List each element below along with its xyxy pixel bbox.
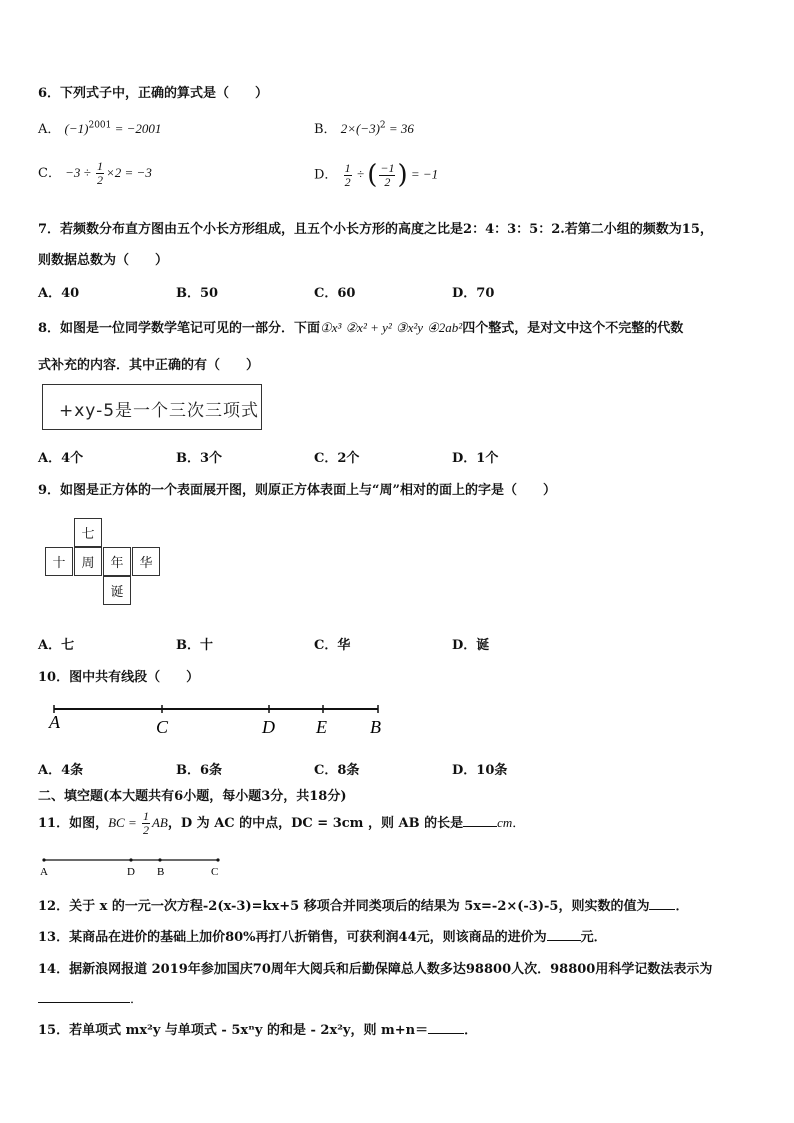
q6-option-b: B． $2\times(-3)^2 = 36$ xyxy=(314,120,414,137)
q15-text: 15．若单项式 mx²y 与单项式 - 5xⁿy 的和是 - 2x²y，则 m+n＝ ． xyxy=(38,1023,478,1038)
q13-text: 13．某商品在进价的基础上加价80%再打八折销售，可获利润44元，则该商品的进价为 元． xyxy=(38,930,607,945)
q8-option-a: A．4个 xyxy=(38,451,84,466)
q9-option-a: A．七 xyxy=(38,638,75,653)
q7-option-b: B．50 xyxy=(176,286,219,301)
q8-option-d: D．1个 xyxy=(452,451,499,466)
q10-stem: 10．图中共有线段（ ） xyxy=(38,670,200,685)
q8-term-2: ②x² + y² xyxy=(345,320,392,335)
q12-text: 12．关于 x 的一元一次方程-2(x-3)=kx+5 移项合并同类项后的结果为 5x=-2×(-3)-5，则实数的值为 ． xyxy=(38,899,689,914)
q10-option-c: C．8条 xyxy=(314,763,360,778)
q10-segment-figure xyxy=(40,696,400,740)
q7-line1: 7．若频数分布直方图由五个小长方形组成，且五个小长方形的高度之比是2：4：3：5：2.若第二小组的频数为15， xyxy=(38,222,713,237)
q14-line2: ． xyxy=(38,988,143,1007)
q8-option-c: C．2个 xyxy=(314,451,360,466)
q9-option-c: C．华 xyxy=(314,638,351,653)
q6-a-base: (−1) xyxy=(64,121,89,136)
q9-stem: 9．如图是正方体的一个表面展开图，则原正方体表面上与“周”相对的面上的字是（ ） xyxy=(38,483,557,498)
q8-note-box xyxy=(42,384,262,430)
cube-face-left: 十 xyxy=(45,547,73,576)
cube-face-zhou: 周 xyxy=(74,547,102,576)
q8-term-4: ④2ab² xyxy=(427,320,463,335)
point-label-d: D xyxy=(262,717,275,737)
q12-answer-blank[interactable] xyxy=(649,909,675,910)
q7-option-d: D．70 xyxy=(452,286,495,301)
q6-option-a: A． $(-1)^{2001} = -2001$ xyxy=(38,120,162,137)
fraction: $\frac{-1}{2}$ xyxy=(380,160,395,189)
fraction: $\frac{1}{2}$ xyxy=(142,809,149,837)
q8-option-b: B．3个 xyxy=(176,451,223,466)
cube-face-hua: 华 xyxy=(132,547,160,576)
point-label-b: B xyxy=(157,866,165,878)
point-label-c: C xyxy=(211,866,219,878)
q11-answer-blank[interactable] xyxy=(463,826,497,827)
fraction: $\frac{1}{2}$ xyxy=(97,159,104,187)
q8-note-text: +xy-5是一个三次三项式 xyxy=(59,401,260,421)
q14-line1: 14．据新浪网报道 2019年参加国庆70周年大阅兵和后勤保障总人数多达98800人次．98800用科学记数法表示为 xyxy=(38,962,713,977)
point-label-a: A xyxy=(40,866,48,878)
point xyxy=(42,858,45,861)
q13-answer-blank[interactable] xyxy=(547,940,581,941)
cube-face-bottom: 诞 xyxy=(103,576,131,605)
q11-segment-figure xyxy=(34,852,234,880)
q10-option-a: A．4条 xyxy=(38,763,84,778)
q11-text: 11．如图，BC = $\frac{1}{2}$ AB，D 为 AC 的中点，DC = 3cm ，则 AB 的长是 cm． xyxy=(38,809,526,837)
q6-option-c: C． −3 ÷ $\frac{1}{2}$ ×2 = −3 xyxy=(38,159,152,187)
q8-term-1: ①x³ xyxy=(320,320,342,335)
q7-option-a: A．40 xyxy=(38,286,80,301)
q8-line1: 8．如图是一位同学数学笔记可见的一部分．下面①x³ ②x² + y² ③x²y ④2ab²四个整式，是对文中这个不完整的代数 xyxy=(38,320,684,336)
q6-option-d: D． $\frac{1}{2}$ ÷ ( $\frac{-1}{2}$ ) = −1 xyxy=(314,160,439,190)
q7-option-c: C．60 xyxy=(314,286,356,301)
q9-option-b: B．十 xyxy=(176,638,213,653)
cube-face-nian: 年 xyxy=(103,547,131,576)
point-label-d: D xyxy=(127,866,135,878)
point xyxy=(129,858,132,861)
q10-option-d: D．10条 xyxy=(452,763,508,778)
q14-answer-blank[interactable] xyxy=(38,1002,130,1003)
q10-option-b: B．6条 xyxy=(176,763,223,778)
q8-line2: 式补充的内容．其中正确的有（ ） xyxy=(38,358,260,373)
q7-line2: 则数据总数为（ ） xyxy=(38,253,169,268)
fraction: $\frac{1}{2}$ xyxy=(344,160,351,189)
point-label-c: C xyxy=(156,717,169,737)
q8-term-3: ③x²y xyxy=(395,320,424,335)
point xyxy=(216,858,219,861)
cube-face-top: 七 xyxy=(74,518,102,547)
point xyxy=(158,858,161,861)
point-label-a: A xyxy=(49,712,60,732)
q15-answer-blank[interactable] xyxy=(428,1033,464,1034)
point-label-b: B xyxy=(370,717,381,737)
q9-option-d: D．诞 xyxy=(452,638,490,653)
q6-stem: 6．下列式子中，正确的算式是（ ） xyxy=(38,86,269,101)
section-title: 二、填空题(本大题共有6小题，每小题3分，共18分) xyxy=(38,789,347,804)
point-label-e: E xyxy=(316,717,327,737)
